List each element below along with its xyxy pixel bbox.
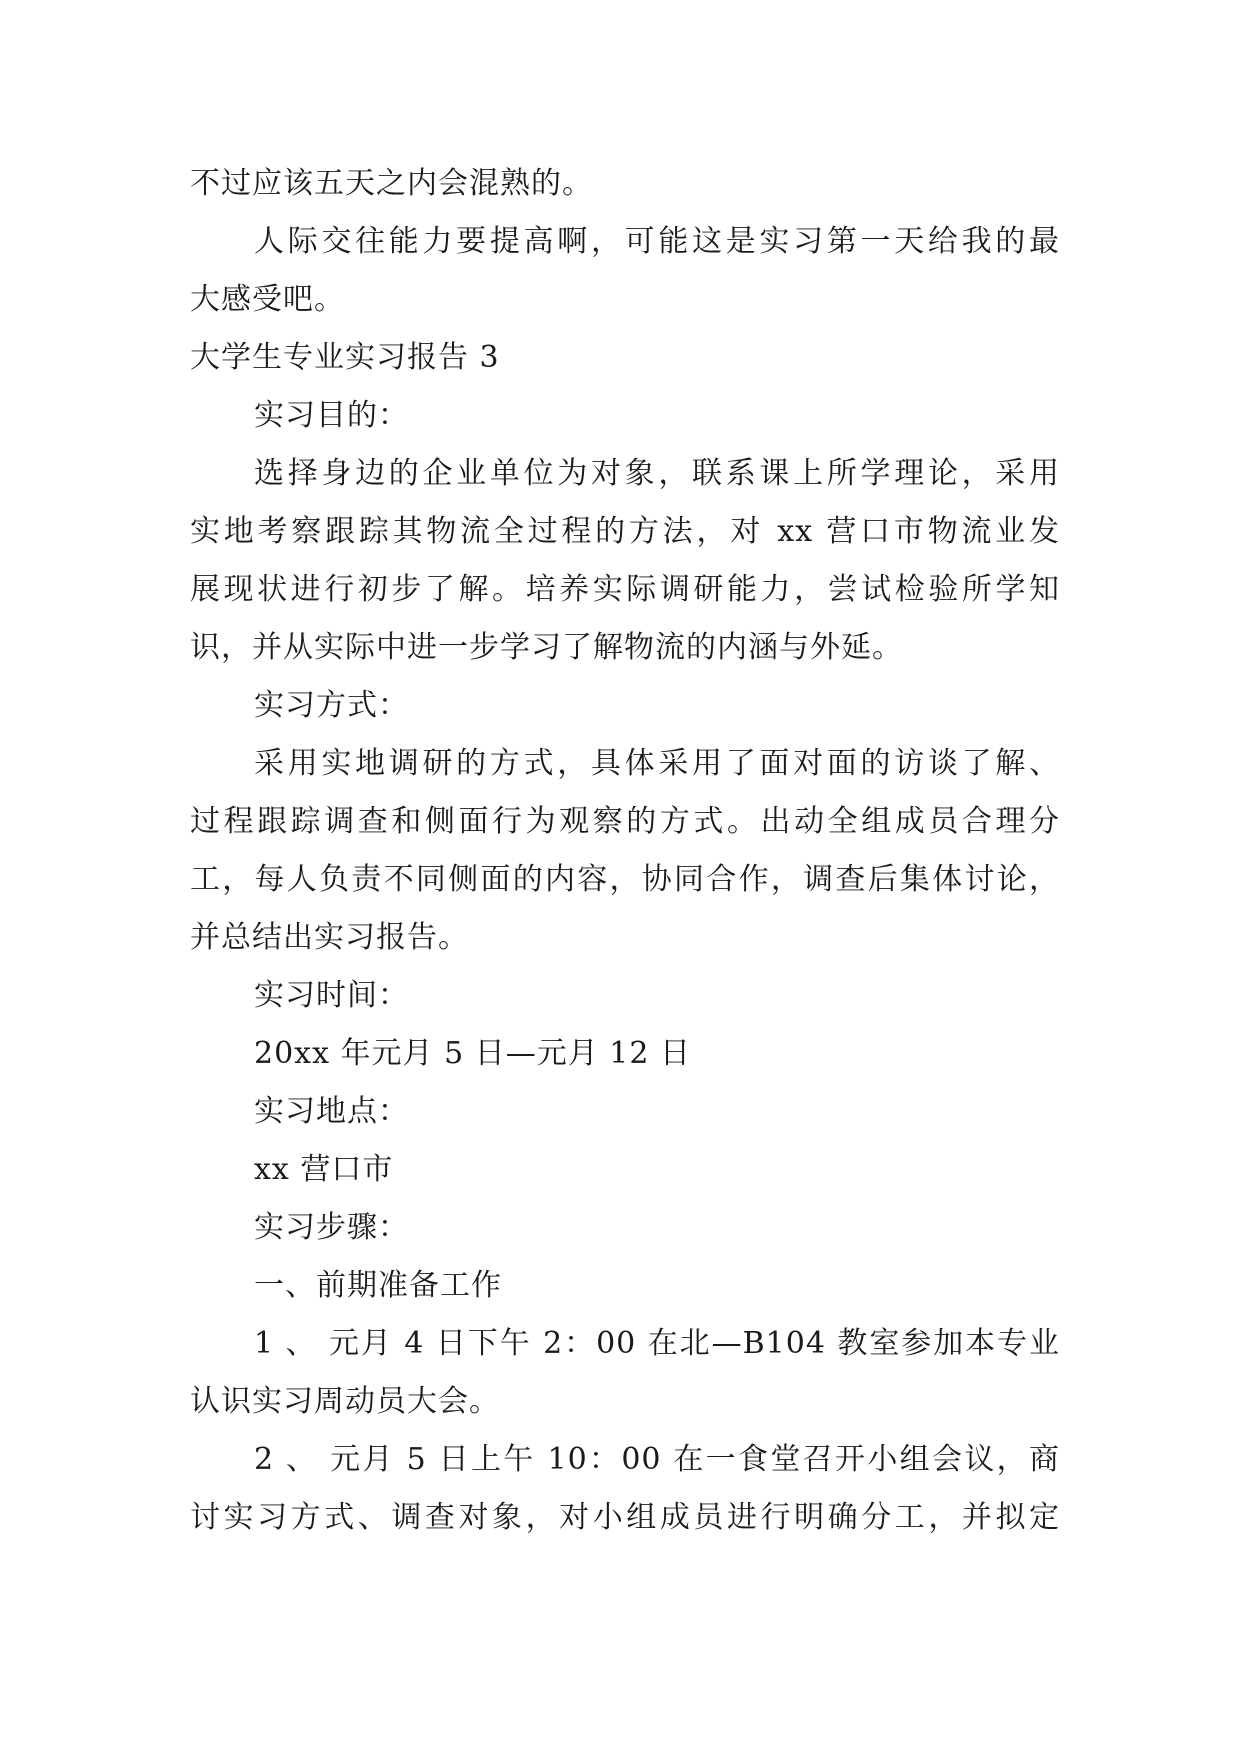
paragraph-line: 工，每人负责不同侧面的内容，协同合作，调查后集体讨论，: [190, 862, 1060, 897]
list-item-line: 1 、 元月 4 日下午 2：00 在北—B104 教室参加本专业: [254, 1326, 1060, 1361]
paragraph-line: 实地考察跟踪其物流全过程的方法，对 xx 营口市物流业发: [190, 514, 1060, 549]
paragraph-line: 不过应该五天之内会混熟的。: [190, 166, 593, 201]
paragraph-line: 选择身边的企业单位为对象，联系课上所学理论，采用: [254, 456, 1060, 491]
paragraph-line: 大感受吧。: [190, 282, 345, 317]
paragraph-line: 展现状进行初步了解。培养实际调研能力，尝试检验所学知: [190, 572, 1060, 607]
subheading: 实习地点：: [254, 1094, 409, 1129]
section-heading: 大学生专业实习报告 3: [190, 340, 500, 375]
list-item-line: 讨实习方式、调查对象，对小组成员进行明确分工，并拟定: [190, 1500, 1060, 1535]
list-heading: 一、前期准备工作: [254, 1268, 502, 1303]
list-item-line: 认识实习周动员大会。: [190, 1384, 500, 1419]
subheading: 实习步骤：: [254, 1210, 409, 1245]
subheading: 实习时间：: [254, 978, 409, 1013]
subheading: 实习方式：: [254, 688, 409, 723]
document-body: [190, 155, 1060, 1547]
paragraph-line: 人际交往能力要提高啊，可能这是实习第一天给我的最: [254, 224, 1060, 259]
paragraph-line: 识，并从实际中进一步学习了解物流的内涵与外延。: [190, 630, 903, 665]
paragraph-line: xx 营口市: [254, 1152, 394, 1187]
paragraph-line: 采用实地调研的方式，具体采用了面对面的访谈了解、: [254, 746, 1060, 781]
paragraph-line: 20xx 年元月 5 日—元月 12 日: [254, 1036, 691, 1071]
subheading: 实习目的：: [254, 398, 409, 433]
list-item-line: 2 、 元月 5 日上午 10：00 在一食堂召开小组会议，商: [254, 1442, 1060, 1477]
paragraph-line: 过程跟踪调查和侧面行为观察的方式。出动全组成员合理分: [190, 804, 1060, 839]
paragraph-line: 并总结出实习报告。: [190, 920, 469, 955]
